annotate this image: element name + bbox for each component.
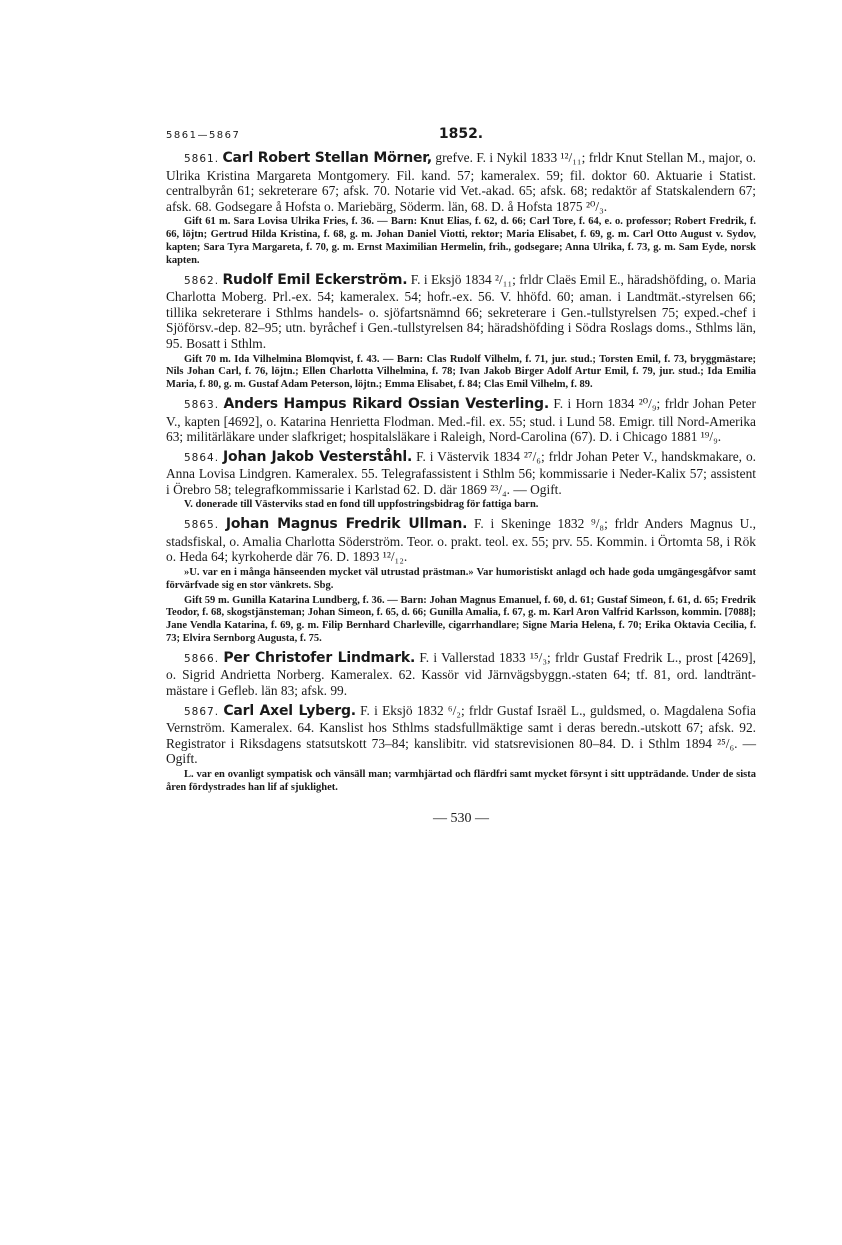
entry-text: F. i Eksjö 1832 ⁶/₂; frldr Gustaf Israël L., guldsmed, o. Magdalena Sofia Vernström. Kameralex. 64. Kanslist hos Sthlms stadsfullmäktige samt i deras beredn.-utskott 67; afsk. 92. Registrator i Riksdagens statsutskott 73–84; kanslibitr. vid statsrevisionen 80–84. D. i Sthlm 1894 ²⁵/₆. — Ogift. xyxy=(166,702,756,767)
entry-paragraph xyxy=(166,150,756,214)
entry-text: F. i Eksjö 1834 ²/₁₁; frldr Claës Emil E., häradshöfding, o. Maria Charlotta Moberg. Prl.-ex. 54; kameralex. 54; hofr.-ex. 56. V. hhöfd. 60; aman. i Landtmät.-styrelsen 66; tillika sekreterare i Sthlms handels- o. sjöfartsnämnd 66; sekreterare i Gen.-tullstyrelsen 75; exped.-chef i Sjöförsv.-dep. 82–95; utn. byråchef i Gen.-tullstyrelsen 84; häradshöfding i Södra Roslags doms., Sthlms län, 95. Bosatt i Sthlm. xyxy=(166,271,756,351)
biography-entry xyxy=(166,703,756,795)
page-header xyxy=(166,122,756,146)
entry-number: 5866. xyxy=(184,652,220,665)
entry-note: V. donerade till Västerviks stad en fond till uppfostringsbidrag för fattiga barn. xyxy=(184,499,539,511)
person-name: Per Christofer Lindmark. xyxy=(223,649,416,666)
entry-number: 5865. xyxy=(184,519,220,532)
entry-note: Gift 59 m. Gunilla Katarina Lundberg, f. 36. — Barn: Johan Magnus Emanuel, f. 60, d. 61; Gustaf Simeon, f. 61, d. 65; Fredrik Teodor, f. 68, skogstjänsteman; Johan Simeon, f. 65, d. 66; Gunilla Amalia, f. 67, g. m. Karl Aron Valfrid Karlsson, kommin. [7088]; Jane Vendla Katarina, f. 69, g. m. Filip Bernhard Charleville, cigarrhandlare; Signe Maria Helena, f. 70; Erika Oktavia Cecilia, f. 73; Elvira Sernborg Augusta, f. 75. xyxy=(166,594,756,645)
biography-entry xyxy=(166,449,756,513)
page-number: — 530 — xyxy=(433,810,489,826)
person-name: Johan Jakob Vesterståhl. xyxy=(223,448,413,465)
entry-text: F. i Vallerstad 1833 ¹⁵/₃; frldr Gustaf Fredrik L., prost [4269], o. Sigrid Andrietta Norberg. Kameralex. 62. Kassör vid Järnvägsbyggn.-staten 64; tf. 81, ord. landträntmästare i Gefleb. län 83; afsk. 99. xyxy=(166,649,756,699)
entry-paragraph xyxy=(166,650,756,699)
page xyxy=(166,122,756,827)
entry-number: 5863. xyxy=(184,398,220,411)
person-name: Anders Hampus Rikard Ossian Vesterling. xyxy=(223,395,549,412)
person-name: Johan Magnus Fredrik Ullman. xyxy=(225,516,468,533)
biography-entry xyxy=(166,396,756,445)
person-name: Carl Robert Stellan Mörner, xyxy=(222,150,433,166)
entry-number: 5867. xyxy=(184,705,220,718)
entry-note: Gift 61 m. Sara Lovisa Ulrika Fries, f. 36. — Barn: Knut Elias, f. 62, d. 66; Carl Tore, f. 64, e. o. professor; Robert Fredrik, f. 66, löjtn; Gertrud Hilda Kristina, f. 68, g. m. Johan Daniel Viotti, rektor; Maria Elisabet, f. 69, g. m. Carl Otto August v. Sydov, kapten; Sara Tyra Margareta, f. 70, g. m. Ernst Maximilian Hermelin, frih., godsegare; Anna Ulrika, f. 73, g. m. Sam Eyde, norsk kapten. xyxy=(166,216,756,266)
biography-entry xyxy=(166,150,756,268)
entry-paragraph xyxy=(166,396,756,445)
entry-number: 5864. xyxy=(184,451,220,464)
person-name: Carl Axel Lyberg. xyxy=(223,702,356,719)
entry-paragraph xyxy=(166,449,756,498)
entry-range: 5861—5867 xyxy=(166,130,241,141)
entry-number: 5861. xyxy=(184,153,220,165)
entry-paragraph xyxy=(166,703,756,767)
entry-text: grefve. F. i Nykil 1833 ¹²/₁₁; frldr Knut Stellan M., major, o. Ulrika Kristina Margareta Montgomery. Fil. kand. 57; kameralex. 59; fil. doktor 60. Aktuarie i Statist. centralbyrån 61; sekreterare 67; afsk. 70. Notarie vid Vet.-akad. 65; afsk. 68; redaktör af Statskalendern 67; afsk. 68. Godsegare å Hofsta o. Mariebärg, Söderm. län, 68. D. å Hofsta 1875 ²⁰/₃. xyxy=(166,150,756,214)
entry-text: F. i Västervik 1834 ²⁷/₆; frldr Johan Peter V., handskmakare, o. Anna Lovisa Lindgren. Kameralex. 55. Telegrafassistent i Sthlm 56; kommissarie i Neder-Kalix 57; assistent i Örebro 58; telegrafkommissarie i Karlstad 62. D. där 1869 ²³/₄. — Ogift. xyxy=(166,448,756,497)
biography-entry xyxy=(166,272,756,392)
entry-paragraph xyxy=(166,272,756,352)
entry-number: 5862. xyxy=(184,274,220,287)
biography-entry xyxy=(166,650,756,699)
entry-note: L. var en ovanligt sympatisk och vänsäll man; varmhjärtad och flärdfri samt mycket försynt i sitt uppträdande. Under de sista åren fördystrades han lif af sjuklighet. xyxy=(166,769,756,793)
entry-text: F. i Horn 1834 ²⁰/₉; frldr Johan Peter V., kapten [4692], o. Katarina Henrietta Flodman. Med.-fil. ex. 55; stud. i Lund 58. Emigr. till Nord-Amerika 63; militärläkare under slafkriget; hospitalsläkare i Raleigh, Nord-Carolina (67). D. i Chicago 1881 ¹⁹/₉. xyxy=(166,395,756,445)
entry-text: F. i Skeninge 1832 ⁹/₈; frldr Anders Magnus U., stadsfiskal, o. Amalia Charlotta Söderström. Teor. o. prakt. teol. ex. 55; prv. 55. Kommin. i Örtomta 58, i Rök o. Heda 64; kyrkoherde där 76. D. 1893 ¹²/₁₂. xyxy=(166,516,756,565)
biography-entry xyxy=(166,516,756,646)
entry-note: »U. var en i många hänseenden mycket väl utrustad prästman.» Var humoristiskt anlagd och hade goda umgängesgåfvor samt förvärfvade sig en stor vänkrets. Sbg. xyxy=(166,567,756,591)
entry-note: Gift 70 m. Ida Vilhelmina Blomqvist, f. 43. — Barn: Clas Rudolf Vilhelm, f. 71, jur. stud.; Torsten Emil, f. 73, bryggmästare; Nils Johan Carl, f. 76, löjtn.; Ellen Charlotta Vilhelmina, f. 78; Ivan Jakob Birger Adolf Artur Emil, f. 79, jur. stud.; Ida Emilia Maria, f. 80, g. m. Gustaf Adam Peterson, löjtn.; Emma Elisabet, f. 84; Clas Emil Vilhelm, f. 89. xyxy=(166,353,756,391)
entry-paragraph xyxy=(166,516,756,565)
page-year: 1852. xyxy=(438,126,484,142)
entry-list xyxy=(166,150,756,795)
person-name: Rudolf Emil Eckerström. xyxy=(222,271,408,288)
